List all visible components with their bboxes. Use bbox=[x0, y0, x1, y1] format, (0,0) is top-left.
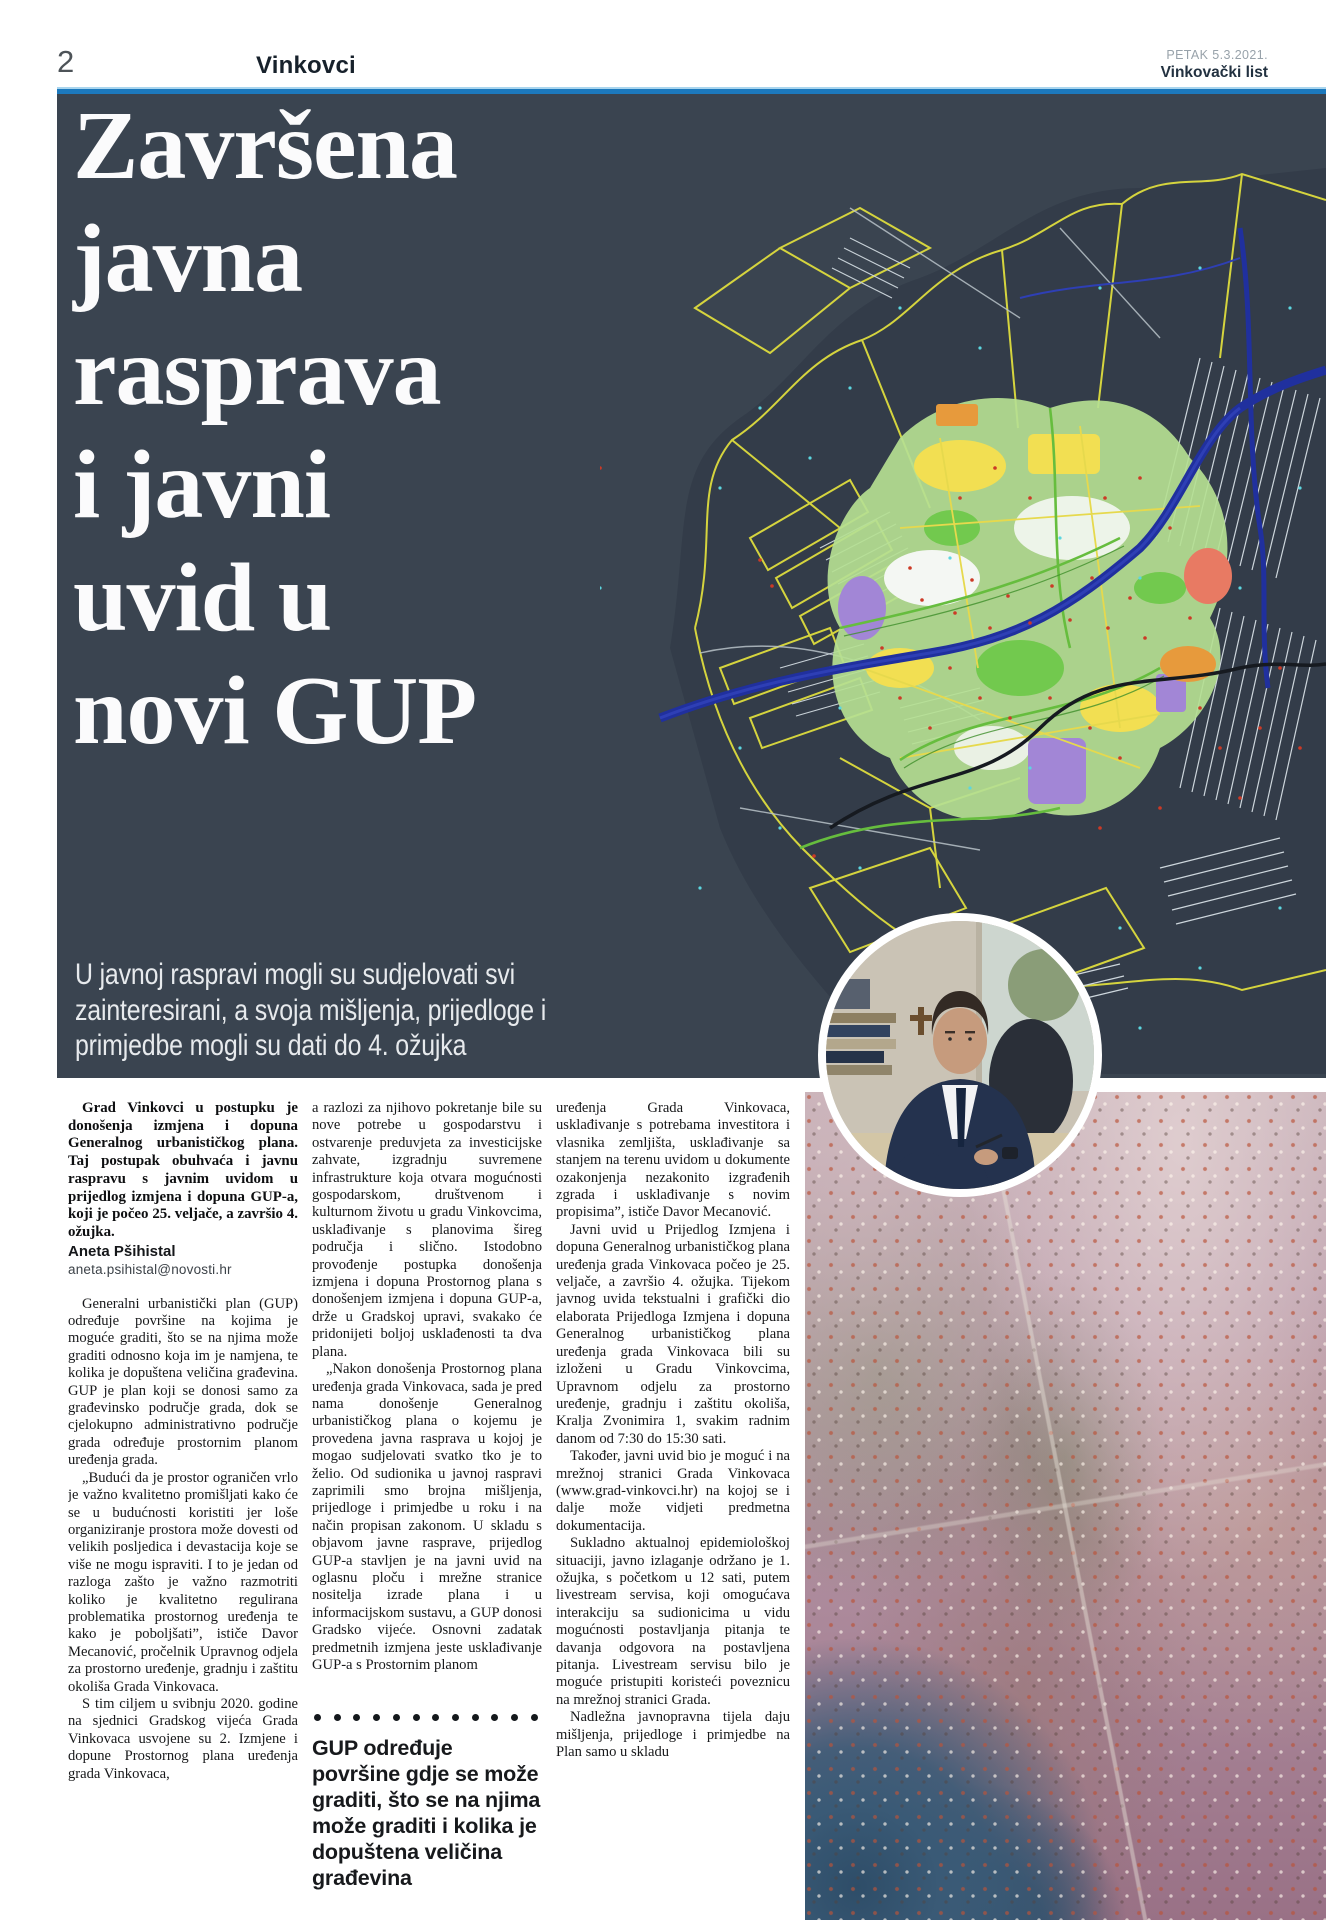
body-paragraph: Također, javni uvid bio je moguć i na mrežnoj stranici Grada Vinkovaca (www.grad-vinkovci.hr) na kojoj se i dalje može vidjeti predmetna dokumentacija. bbox=[556, 1448, 790, 1534]
author-name: Aneta Pšihistal bbox=[68, 1242, 176, 1260]
body-paragraph: a razlozi za njihovo pokretanje bile su nove potrebe u gospodarstvu i ostvarenje preduvjeta za investicijske zahvate, izgradnju suvremene infrastrukture koja otvara mogućnosti gospodarskom, društvenom i kulturnom životu u gradu Vinkovcima, usklađivanje s planovima šireg područja i slično. Istodobno provođenje postupka donošenja izmjena i dopuna Prostornog plana s donošenjem izmjena i dopuna GUP-a, drže u Gradskoj upravi, svakako će pridonijeti boljoj usklađenosti ta dva plana. bbox=[312, 1100, 542, 1360]
body-paragraph: „Budući da je prostor ograničen vrlo je važno kvalitetno promišljati kako će se u budućnosti koristiti jer loše organiziranje prostora može dovesti od velikih posljedica i devastacija koje se više ne mogu ispraviti. I to je jedan od razloga zašto je važno razmotriti koliko je kvalitetno regulirana problematika prostornog uređenja te kako je poboljšati”, ističe Davor Mecanović, pročelnik Upravnog odjela za prostorno uređenje, gradnju i zaštitu okoliša Grada Vinkovaca. bbox=[68, 1469, 298, 1695]
byline bbox=[68, 1242, 298, 1279]
body-paragraph: Nadležna javnopravna tijela daju mišljenja, prijedloge i primjedbe na Plan samo u skladu bbox=[556, 1709, 790, 1761]
page-number: 2 bbox=[57, 44, 75, 79]
headline-line-4: i javni bbox=[73, 431, 331, 539]
pullquote-dot bbox=[452, 1714, 459, 1721]
issue-date: PETAK 5.3.2021. bbox=[1166, 48, 1268, 62]
pullquote-dot bbox=[393, 1714, 400, 1721]
subheadline: U javnoj raspravi mogli su sudjelovati svi zainteresirani, a svoja mišljenja, prijedloge i primjedbe mogli su dati do 4. ožujka bbox=[75, 958, 547, 1062]
pullquote-dot bbox=[531, 1714, 538, 1721]
body-paragraph: S tim ciljem u svibnju 2020. godine na sjednici Gradskog vijeća Grada Vinkovaca usvojene su 2. Izmjene i dopune Prostornog plana uređenja grada Vinkovaca, bbox=[68, 1695, 298, 1782]
article-column-2 bbox=[312, 1100, 542, 1709]
pullquote-dot bbox=[472, 1714, 479, 1721]
body-paragraph: Sukladno aktualnoj epidemiološkoj situaciji, javno izlaganje održano je 1. ožujka, s početkom u 12 sati, putem livestream servisa, koji omogućava interakciju sa sudionicima u vidu mogućnosti postavljanja pitanja te davanja odgovora na postavljena pitanja. Livestream servisu bilo je moguće pristupiti koristeći poveznicu na mrežnoj stranici Grada. bbox=[556, 1535, 790, 1708]
body-paragraph: „Nakon donošenja Prostornog plana uređenja grada Vinkovaca, sada je pred nama donošenje Generalnog urbanističkog plana o kojemu je provedena javna rasprava u kojoj je mogao sudjelovati svatko tko je to želio. Od sudionika u javnoj raspravi zaprimili smo brojna mišljenja, prijedloge i primjedbe u roku i na način propisan zakonom. U skladu s objavom javne rasprave, prijedlog GUP-a stavljen je na javni uvid na oglasnu ploču i mrežne stranice nositelja izrade plana i u informacijskom sustavu, a GUP donosi Gradsko vijeće. Osnovni zadatak predmetnih izmjena jeste usklađivanje GUP-a s Prostornim planom bbox=[312, 1361, 542, 1673]
author-email: aneta.psihistal@novosti.hr bbox=[68, 1261, 232, 1277]
headline bbox=[73, 90, 476, 768]
headline-line-5: uvid u bbox=[73, 544, 332, 652]
headline-line-6: novi GUP bbox=[73, 657, 477, 765]
section-title: Vinkovci bbox=[256, 52, 356, 79]
pullquote-dots bbox=[314, 1714, 538, 1721]
aerial-photo bbox=[805, 1092, 1326, 1920]
headline-line-3: rasprava bbox=[73, 318, 441, 426]
body-paragraph: Javni uvid u Prijedlog Izmjena i dopuna Generalnog urbanističkog plana uređenja grada Vinkovaca počeo je 25. veljače, a završio 4. ožujka. Tijekom javnog uvida tekstualni i grafički dio elaborata Prijedloga Izmjena i dopuna Generalnog urbanističkog plana uređenja grada Vinkovaca bili su izloženi u Gradu Vinkovcima, Upravnom odjelu za prostorno uređenje, gradnju i zaštitu okoliša, Kralja Zvonimira 1, svakim radnim danom od 7:30 do 15:30 sati. bbox=[556, 1221, 790, 1447]
headline-line-2: javna bbox=[73, 205, 303, 313]
pullquote-dot bbox=[491, 1714, 498, 1721]
publication-name: Vinkovački list bbox=[1160, 64, 1268, 81]
portrait-photo bbox=[818, 913, 1102, 1197]
pullquote-dot bbox=[432, 1714, 439, 1721]
pullquote-dot bbox=[511, 1714, 518, 1721]
portrait-photo-art bbox=[826, 921, 1094, 1189]
body-paragraph: Generalni urbanistički plan (GUP) određuje površine na kojima je moguće graditi, što se na njima može graditi odnosno koja im je namjena, te kolika je dopuštena veličina građevina. GUP je plan koji se donosi samo za građevinsko područje grada, dok se cjelokupno administrativno područje grada određuje prostornim planom uređenja grada. bbox=[68, 1295, 298, 1469]
lead-paragraph: Grad Vinkovci u postupku je donošenja izmjena i dopuna Generalnog urbanističkog plana. Taj postupak obuhvaća i javnu raspravu s javnim uvidom u prijedlog izmjena i dopuna GUP-a, koji je počeo 25. veljače, a završio 4. ožujka. bbox=[68, 1100, 298, 1240]
pullquote-text: GUP određuje površine gdje se može graditi, što se na njima može graditi i kolika je dopuštena veličina građevina bbox=[312, 1736, 541, 1890]
pullquote-dot bbox=[353, 1714, 360, 1721]
article-column-1 bbox=[68, 1100, 298, 1918]
headline-line-1: Završena bbox=[73, 92, 457, 200]
pullquote-dot bbox=[413, 1714, 420, 1721]
pullquote-dot bbox=[334, 1714, 341, 1721]
pullquote bbox=[312, 1714, 544, 1891]
article-column-3 bbox=[556, 1100, 790, 1918]
pullquote-dot bbox=[373, 1714, 380, 1721]
issue-info bbox=[1161, 46, 1268, 82]
body-paragraph: uređenja Grada Vinkovaca, usklađivanje s potrebama investitora i vlasnika zemljišta, usklađivanje sa stanjem na terenu uvidom u dokumente ozakonjenja nezakonito izgrađenih zgrada i usklađivanje s novim propisima”, ističe Davor Mecanović. bbox=[556, 1100, 790, 1221]
pullquote-dot bbox=[314, 1714, 321, 1721]
